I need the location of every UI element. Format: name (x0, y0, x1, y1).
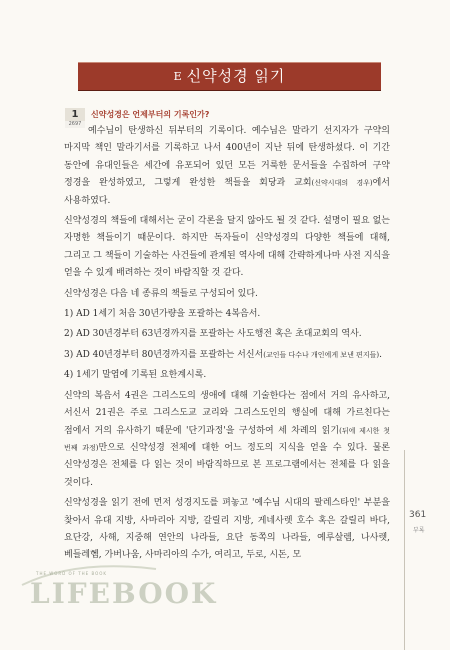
body-text (64, 123, 390, 568)
lifebook-logo (16, 555, 218, 615)
page-reference: 2697 (65, 121, 85, 128)
paragraph-gospels: 신약의 복음서 4권은 그리스도의 생애에 대해 기술한다는 점에서 거의 유사하고, 서신서 21권은 주로 그리스도교 교리와 그리스도인의 행실에 대해 가르친다는 점에서 거의 유사하기 때문에 '단기과정'을 구성하여 세 차례의 읽기(뒤에 제시한 첫 번째 과정)만으로 신약성경 전체에 대한 어느 정도의 지식을 얻을 수 있다. 물론 신약성경은 전체를 다 읽는 것이 바람직하므로 본 프로그램에서는 전체를 다 읽을 것이다. (64, 390, 390, 488)
logo-tagline: THE WORD OF THE BOOK (36, 571, 108, 576)
inline-note: (교인들 다수나 개인에게 보낸 편지들) (263, 350, 380, 359)
list-item: 3) AD 40년경부터 80년경까지를 포괄하는 서신서(교인들 다수나 개인에게 보낸 편지들). (64, 349, 382, 360)
section-banner (78, 62, 381, 91)
section-label: 부록 (413, 527, 425, 534)
margin-rule (404, 450, 405, 650)
paragraph-books: 신약성경의 책들에 대해서는 굳이 각론을 달지 않아도 될 것 같다. 설명이 필요 없는 자명한 책들이기 때문이다. 하지만 독자들이 신약성경의 다양한 책들에 대해, 그리고 그 책들이 기술하는 사건들에 관계된 역사에 대해 간략하게나마 사전 지식을 얻을 수 있게 배려하는 것이 바람직할 것 같다. (64, 216, 390, 279)
list-item: 2) AD 30년경부터 63년경까지를 포괄하는 사도행전 혹은 초대교회의 역사. (64, 329, 362, 340)
paragraph-composition: 신약성경은 다음 네 종류의 책들로 구성되어 있다. (64, 288, 258, 299)
section-title: 신약성경 읽기 (186, 67, 286, 85)
list-item: 1) AD 1세기 처음 30년가량을 포괄하는 4복음서. (64, 309, 261, 320)
paragraph-intro: 예수님이 탄생하신 뒤부터의 기록이다. 예수님은 말라기 선지자가 구약의 마지막 책인 말라기서를 기록하고 나서 400년이 지난 뒤에 탄생하셨다. 이 기간 동안에 유대인들은 세간에 유포되어 있던 모든 거룩한 문서들을 수집하여 구약 정경을 완성하였고, 그렇게 완성한 책들을 회당과 교회(신약시대의 경우)에서 사용하였다. (64, 126, 390, 206)
logo-wordmark: LIFEBOOK (30, 577, 218, 610)
paragraph-map: 신약성경을 읽기 전에 먼저 성경지도를 펴놓고 '예수님 시대의 팔레스타인' 부분을 찾아서 유대 지방, 사마리아 지방, 갈릴리 지방, 게네사렛 호수 혹은 갈릴리 바다, 요단강, 사해, 지중해 연안의 나라들, 요단 동쪽의 나라들, 예루살렘, 나사렛, 베들레헴, 가버나움, 사마리아의 수가, 여리고, 두로, 시돈, 모 (64, 498, 390, 561)
inline-note: (뒤에 제시한 첫 번째 과정) (64, 426, 390, 452)
inline-note: (신약시대의 경우) (311, 179, 373, 188)
question-number: 1 (71, 109, 79, 120)
question-title: 신약성경은 언제부터의 기록인가? (91, 110, 210, 119)
page-number: 361 (409, 510, 427, 520)
list-item: 4) 1세기 말엽에 기록된 요한계시록. (64, 370, 207, 381)
section-letter: E (173, 70, 183, 83)
